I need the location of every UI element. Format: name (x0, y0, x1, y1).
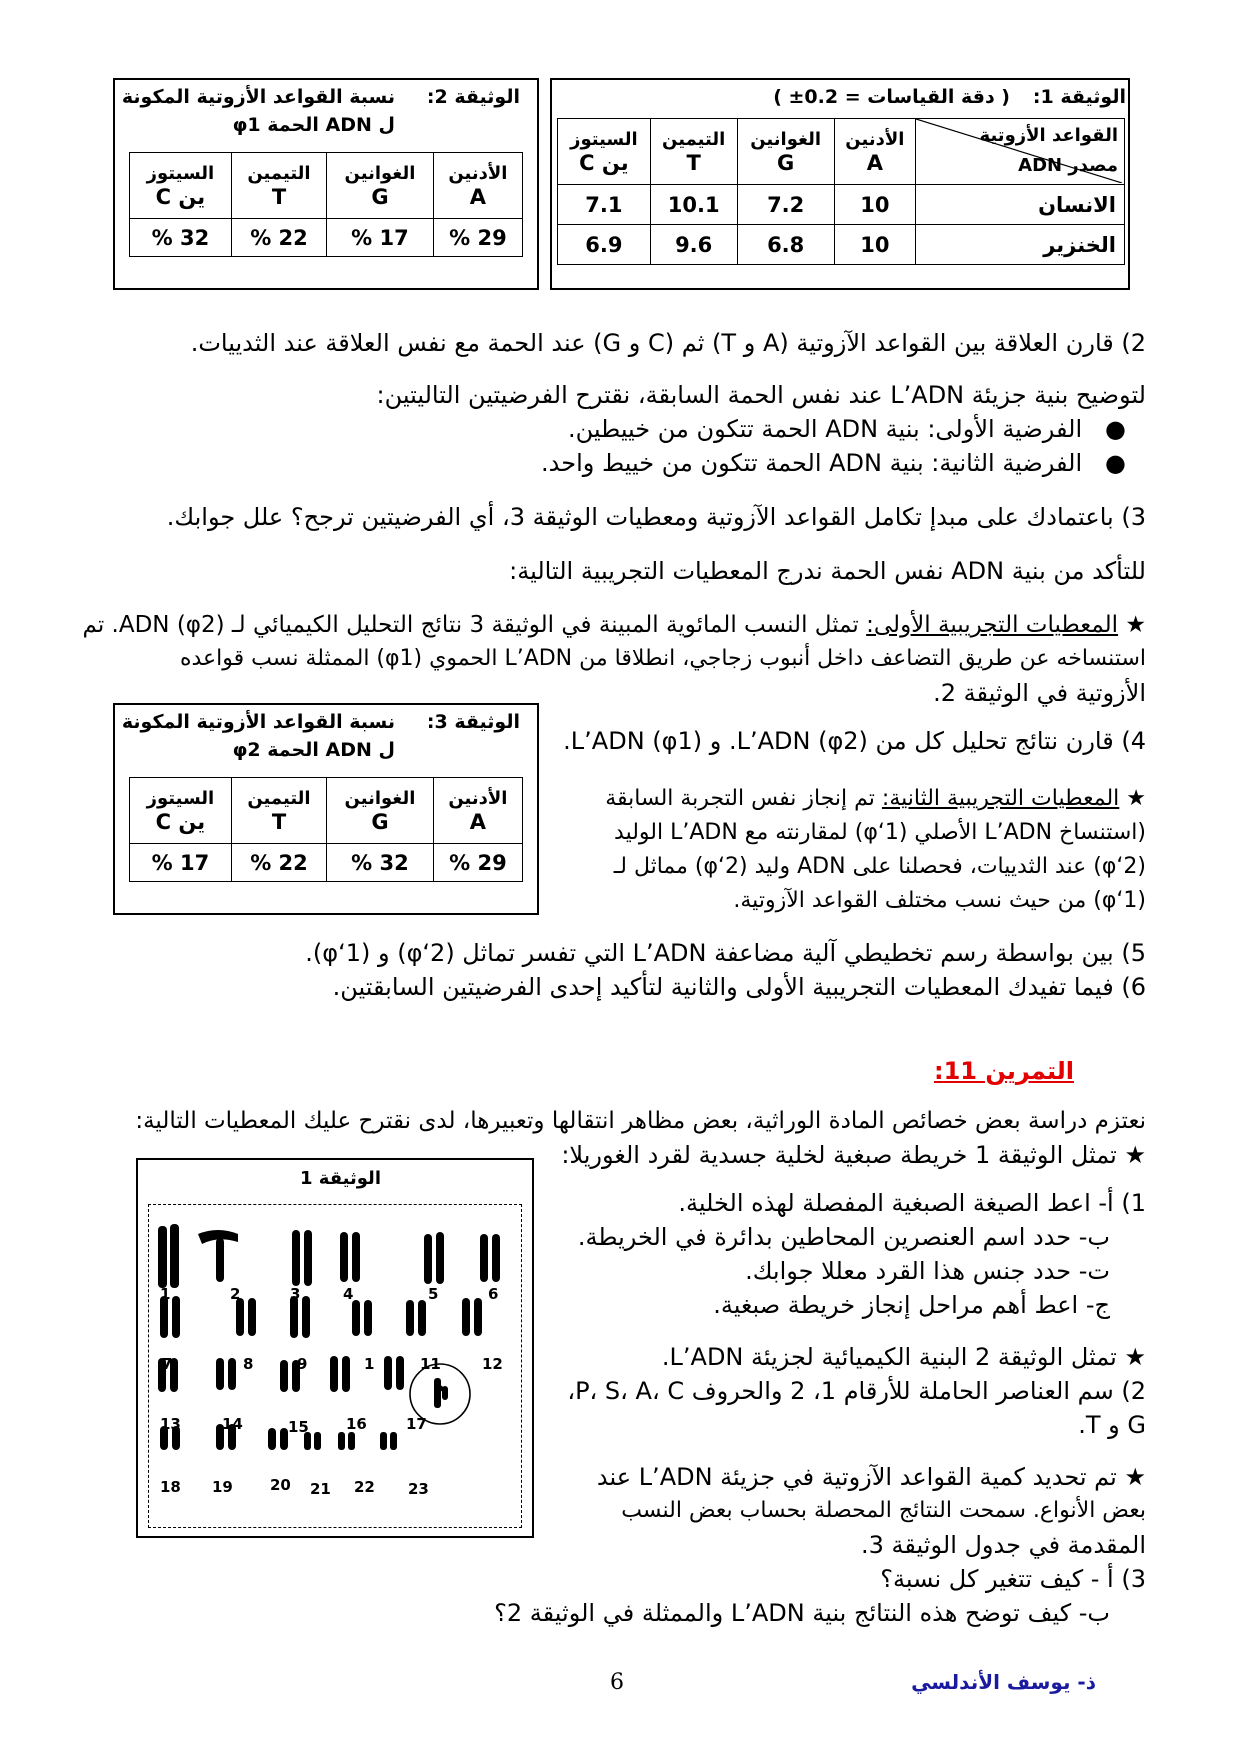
chromosome-label-16: 16 (346, 1415, 367, 1433)
question-4: 4) قارن نتائج تحليل كل من L’ADN (φ2). و L’ADN (φ1). (563, 727, 1146, 755)
chromosome-label-9: 9 (297, 1355, 308, 1373)
chromosome-label-6: 6 (488, 1285, 499, 1303)
doc1-corner-cell (916, 119, 1125, 185)
table-row: الانسان 10 7.2 10.1 7.1 (558, 185, 1125, 225)
question-3: 3) باعتمادك على مبدإ تكامل القواعد الآزوتية ومعطيات الوثيقة 3، أي الفرضيتين ترجح؟ علل جوابك. (166, 503, 1146, 531)
star-icon: ★ (1116, 1463, 1146, 1491)
doc1-title: الوثيقة 1: (1032, 86, 1126, 108)
doc1-col-t: التيمين T (650, 119, 737, 185)
question-2: 2) قارن العلاقة بين القواعد الآزوتية (A و T) ثم (C و G) عند الحمة مع نفس العلاقة عند الثدييات. (190, 329, 1146, 357)
table-row: الخنزير 10 6.8 9.6 6.9 (558, 225, 1125, 265)
exp2-line3: (φ‘2) عند الثدييات، فحصلنا على ADN وليد (φ‘2) مماثل لـ (613, 854, 1146, 879)
doc3-caption2: ل ADN الحمة φ2 (232, 739, 395, 761)
chromosome-label-7: 7 (162, 1355, 173, 1373)
doc1-col-a: الأدنين A (834, 119, 915, 185)
corner-top: القواعد الأزوتية (979, 125, 1118, 146)
ex11-doc1: ★ تمثل الوثيقة 1 خريطة صبغية لخلية جسدية لقرد الغوريلا: (561, 1141, 1146, 1169)
star-icon: ★ (1119, 786, 1146, 811)
exp2-line2: (استنساخ L’ADN الأصلي (φ‘1) لمقارنته مع L’ADN الوليد (614, 820, 1146, 845)
unknown-chromosome-label: ? (436, 1384, 445, 1400)
chromosome-label-14: 14 (222, 1415, 243, 1433)
doc2-caption1: نسبة القواعد الأزوتية المكونة (121, 86, 395, 108)
ex11-q1b: ب- حدد اسم العنصرين المحاطين بدائرة في الخريطة. (577, 1223, 1110, 1251)
bullet-icon: ● (1082, 415, 1126, 443)
exp1-line1: ★ المعطيات التجريبية الأولى: تمثل النسب المائوية المبينة في الوثيقة 3 نتائج التحليل الكيميائي لـ ADN (φ2). تم (82, 612, 1146, 638)
ex11-q3a: 3) أ - كيف تتغير كل نسبة؟ (880, 1565, 1146, 1593)
chromosome-label-19: 19 (212, 1478, 233, 1496)
doc3-table: الأدنين A الغوانين G التيمين T السيتوز ين C 29 % 32 % 22 % 17 % (129, 777, 523, 882)
hypotheses-intro: لتوضيح بنية جزيئة L’ADN عند نفس الحمة السابقة، نقترح الفرضيتين التاليتين: (376, 381, 1146, 409)
corner-bottom: مصدر ADN (1018, 155, 1118, 176)
chromosome-label-2: 2 (230, 1285, 241, 1303)
chromosome-label-5: 5 (428, 1285, 439, 1303)
karyotype-title: الوثيقة 1 (300, 1168, 381, 1189)
bullet-icon: ● (1082, 449, 1126, 477)
chromosome-label-18: 18 (160, 1478, 181, 1496)
exp2-line1: ★ المعطيات التجريبية الثانية: تم إنجاز نفس التجربة السابقة (605, 786, 1146, 811)
exp1-line3: الأزوتية في الوثيقة 2. (933, 679, 1146, 707)
chromosome-label-8: 8 (243, 1355, 254, 1373)
ex11-q2b: G و T. (1078, 1411, 1146, 1439)
chromosome-label-22: 22 (354, 1478, 375, 1496)
star-icon: ★ (1118, 612, 1146, 638)
ex11-intro: نعتزم دراسة بعض خصائص المادة الوراثية، بعض مظاهر انتقالها وتعبيرها، لدى نقترح عليك المعطيات التالية: (135, 1108, 1146, 1134)
page-number: 6 (610, 1670, 624, 1695)
ex11-doc3-line1: ★ تم تحديد كمية القواعد الآزوتية في جزيئة L’ADN عند (596, 1463, 1146, 1491)
exp1-line2: استنساخه عن طريق التضاعف داخل أنبوب زجاجي، انطلاقا من L’ADN الحموي (φ1) الممثلة نسب قواعده (179, 646, 1146, 671)
table-row: 29 % 17 % 22 % 32 % (130, 219, 523, 257)
ex11-doc3-line3: المقدمة في جدول الوثيقة 3. (861, 1531, 1146, 1559)
hypothesis-1: ● الفرضية الأولى: بنية ADN الحمة تتكون من خييطين. (567, 415, 1126, 443)
question-5: 5) بين بواسطة رسم تخطيطي آلية مضاعفة L’ADN التي تفسر تماثل (φ‘2) و (φ‘1). (305, 939, 1146, 967)
ex11-doc2: ★ تمثل الوثيقة 2 البنية الكيميائية لجزيئة L’ADN. (661, 1343, 1146, 1371)
doc2-table: الأدنين A الغوانين G التيمين T السيتوز ين C 29 % 17 % 22 % 32 % (129, 152, 523, 257)
doc3-title: الوثيقة 3: (426, 711, 520, 733)
chromosome-label-15: 15 (288, 1418, 309, 1436)
doc1-col-c: السيتوز ين C (558, 119, 651, 185)
chromosome-label-10: 1 (364, 1355, 375, 1373)
doc1-col-g: الغوانين G (737, 119, 834, 185)
chromosome-label-21: 21 (310, 1480, 331, 1498)
chromosome-label-3: 3 (290, 1285, 301, 1303)
doc1-table (557, 118, 1125, 265)
star-icon: ★ (1116, 1343, 1146, 1371)
chromosome-label-17: 17 (406, 1415, 427, 1433)
exercise-11-title: التمرين 11: (933, 1057, 1074, 1085)
question-6: 6) فيما تفيدك المعطيات التجريبية الأولى والثانية لتأكيد إحدى الفرضيتين السابقتين. (332, 973, 1146, 1001)
ex11-q2a: 2) سم العناصر الحاملة للأرقام 1، 2 والحروف P، S، A، C، (567, 1377, 1146, 1405)
table-row: 29 % 32 % 22 % 17 % (130, 844, 523, 882)
verify-intro: للتأكد من بنية ADN نفس الحمة ندرج المعطيات التجريبية التالية: (509, 557, 1146, 585)
ex11-q1c: ت- حدد جنس هذا القرد معللا جوابك. (745, 1257, 1110, 1285)
chromosome-label-4: 4 (343, 1285, 354, 1303)
ex11-q3b: ب- كيف توضح هذه النتائج بنية L’ADN والممثلة في الوثيقة 2؟ (494, 1599, 1110, 1627)
chromosome-label-23: 23 (408, 1480, 429, 1498)
author: ذ- يوسف الأندلسي (911, 1670, 1096, 1694)
chromosome-label-20: 20 (270, 1476, 291, 1494)
doc1-precision: ( دقة القياسات = 0.2± ) (773, 86, 1010, 108)
chromosome-label-11: 11 (420, 1355, 441, 1373)
doc2-caption2: ل ADN الحمة φ1 (232, 114, 395, 136)
chromosome-label-1: 1 (160, 1285, 171, 1303)
ex11-q1a: 1) أ- اعط الصيغة الصبغية المفصلة لهذه الخلية. (678, 1189, 1146, 1217)
star-icon: ★ (1116, 1141, 1146, 1169)
exp2-line4: (φ‘1) من حيث نسب مختلف القواعد الآزوتية. (733, 888, 1146, 913)
karyotype-chromosomes (150, 1206, 520, 1526)
hypothesis-2: ● الفرضية الثانية: بنية ADN الحمة تتكون من خييط واحد. (541, 449, 1126, 477)
chromosome-label-12: 12 (482, 1355, 503, 1373)
ex11-q1d: ج- اعط أهم مراحل إنجاز خريطة صبغية. (713, 1291, 1110, 1319)
ex11-doc3-line2: بعض الأنواع. سمحت النتائج المحصلة بحساب بعض النسب (621, 1498, 1146, 1523)
chromosome-label-13: 13 (160, 1415, 181, 1433)
doc2-title: الوثيقة 2: (426, 86, 520, 108)
doc3-caption1: نسبة القواعد الأزوتية المكونة (121, 711, 395, 733)
